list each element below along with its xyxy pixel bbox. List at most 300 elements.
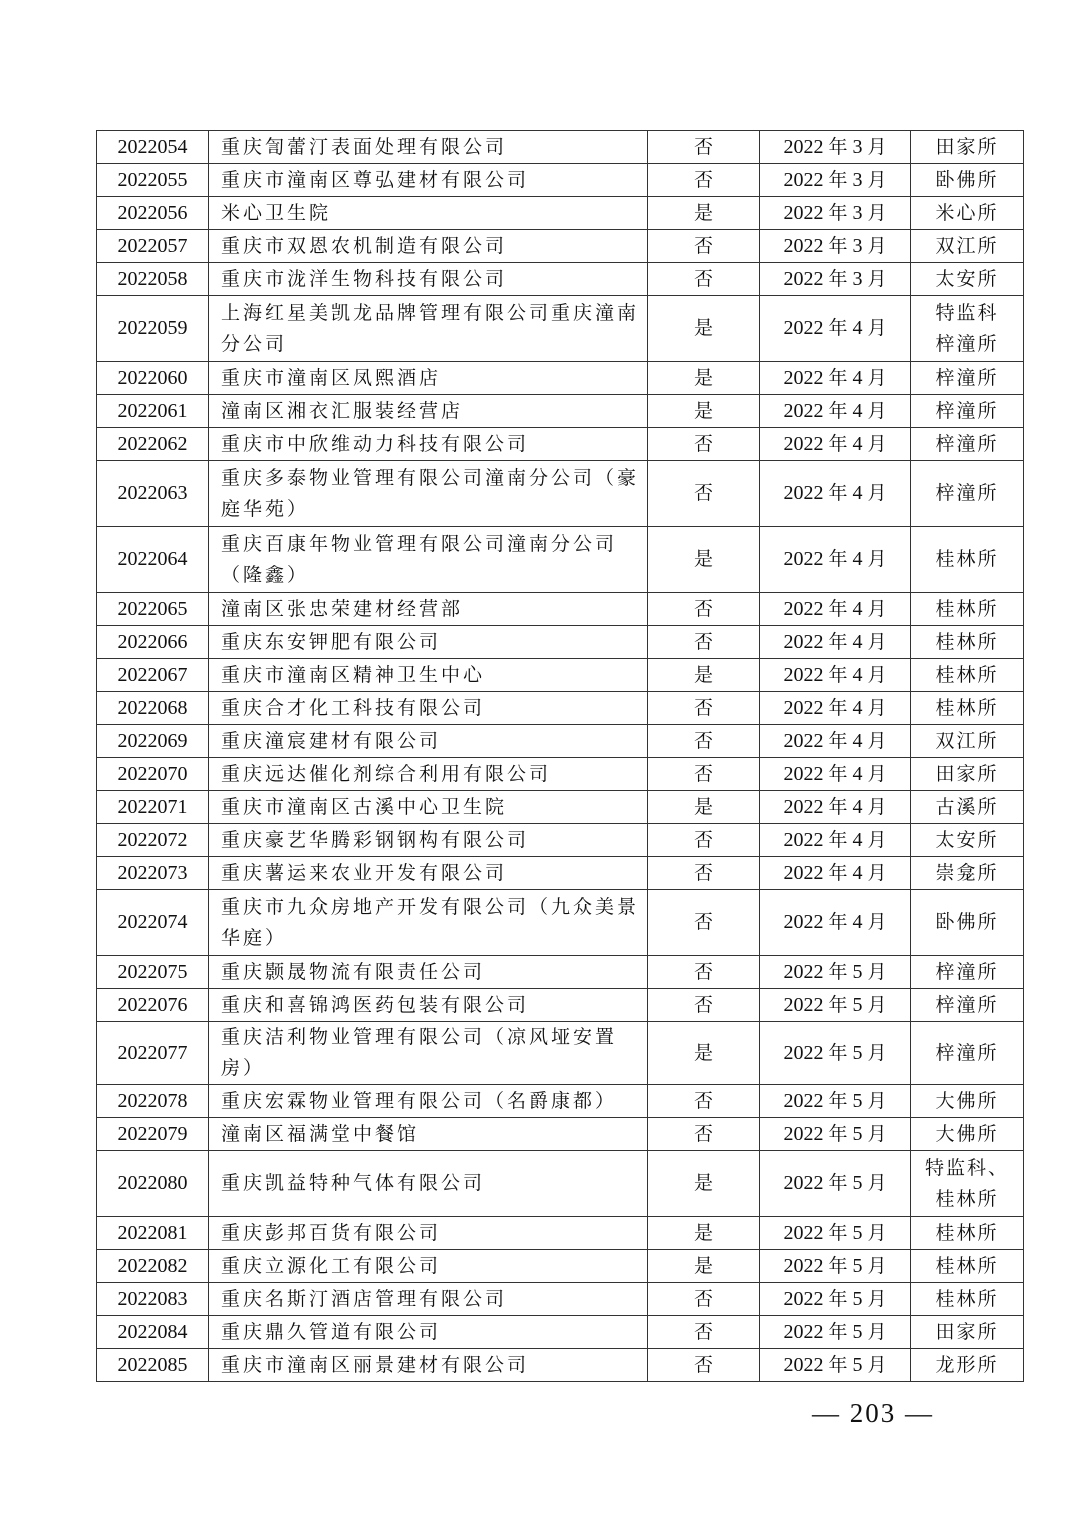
record-date bbox=[760, 395, 911, 428]
date-year: 2022 bbox=[783, 1254, 824, 1277]
record-id: 2022083 bbox=[97, 1283, 209, 1316]
date-month: 5 bbox=[852, 1353, 863, 1376]
date-month-suffix: 月 bbox=[867, 630, 887, 653]
company-name: 重庆潼宸建材有限公司 bbox=[209, 725, 648, 758]
company-name: 米心卫生院 bbox=[209, 197, 648, 230]
record-id: 2022058 bbox=[97, 263, 209, 296]
responsible-unit: 卧佛所 bbox=[911, 890, 1024, 956]
date-month-suffix: 月 bbox=[867, 663, 887, 686]
date-year: 2022 bbox=[783, 861, 824, 884]
record-date bbox=[760, 1151, 911, 1217]
date-month: 3 bbox=[852, 135, 863, 158]
table-row bbox=[97, 197, 1024, 230]
responsible-unit: 桂林所 bbox=[911, 1217, 1024, 1250]
record-id: 2022072 bbox=[97, 824, 209, 857]
key-flag: 是 bbox=[648, 1217, 760, 1250]
company-name: 重庆市潼南区丽景建材有限公司 bbox=[209, 1349, 648, 1382]
date-month: 5 bbox=[852, 1041, 863, 1064]
date-year-suffix: 年 bbox=[828, 1221, 848, 1244]
date-year-suffix: 年 bbox=[828, 696, 848, 719]
company-name: 重庆彭邦百货有限公司 bbox=[209, 1217, 648, 1250]
date-year-suffix: 年 bbox=[828, 993, 848, 1016]
date-year-suffix: 年 bbox=[828, 135, 848, 158]
date-year: 2022 bbox=[783, 1353, 824, 1376]
key-flag: 是 bbox=[648, 1250, 760, 1283]
key-flag: 否 bbox=[648, 626, 760, 659]
date-month: 4 bbox=[852, 729, 863, 752]
date-month: 5 bbox=[852, 1172, 863, 1194]
record-date bbox=[760, 1085, 911, 1118]
responsible-unit: 田家所 bbox=[911, 1316, 1024, 1349]
responsible-unit: 梓潼所 bbox=[911, 989, 1024, 1022]
date-month: 4 bbox=[852, 366, 863, 389]
date-year-suffix: 年 bbox=[828, 861, 848, 884]
record-id: 2022082 bbox=[97, 1250, 209, 1283]
table-row bbox=[97, 824, 1024, 857]
record-id: 2022067 bbox=[97, 659, 209, 692]
date-month: 4 bbox=[852, 548, 863, 570]
record-id: 2022055 bbox=[97, 164, 209, 197]
responsible-unit: 古溪所 bbox=[911, 791, 1024, 824]
date-month-suffix: 月 bbox=[867, 1089, 887, 1112]
date-month: 4 bbox=[852, 696, 863, 719]
key-flag: 否 bbox=[648, 890, 760, 956]
table-row bbox=[97, 296, 1024, 362]
responsible-unit: 桂林所 bbox=[911, 659, 1024, 692]
date-month: 4 bbox=[852, 432, 863, 455]
date-year: 2022 bbox=[783, 1041, 824, 1064]
table-row bbox=[97, 1250, 1024, 1283]
date-year: 2022 bbox=[783, 366, 824, 389]
date-month-suffix: 月 bbox=[867, 201, 887, 224]
date-year: 2022 bbox=[783, 663, 824, 686]
date-month-suffix: 月 bbox=[867, 828, 887, 851]
record-date bbox=[760, 362, 911, 395]
date-month-suffix: 月 bbox=[867, 317, 887, 339]
record-id: 2022066 bbox=[97, 626, 209, 659]
date-month-suffix: 月 bbox=[867, 762, 887, 785]
date-month-suffix: 月 bbox=[867, 597, 887, 620]
key-flag: 否 bbox=[648, 263, 760, 296]
table-row bbox=[97, 1217, 1024, 1250]
key-flag: 是 bbox=[648, 791, 760, 824]
company-name: 重庆市潼南区精神卫生中心 bbox=[209, 659, 648, 692]
record-id: 2022085 bbox=[97, 1349, 209, 1382]
date-year-suffix: 年 bbox=[828, 234, 848, 257]
date-year: 2022 bbox=[783, 729, 824, 752]
date-month-suffix: 月 bbox=[867, 1254, 887, 1277]
responsible-unit: 桂林所 bbox=[911, 1250, 1024, 1283]
date-month: 3 bbox=[852, 234, 863, 257]
record-id: 2022079 bbox=[97, 1118, 209, 1151]
responsible-unit: 桂林所 bbox=[911, 692, 1024, 725]
record-date bbox=[760, 956, 911, 989]
table-body bbox=[97, 131, 1024, 1382]
date-year: 2022 bbox=[783, 267, 824, 290]
date-month-suffix: 月 bbox=[867, 399, 887, 422]
table-row bbox=[97, 1085, 1024, 1118]
key-flag: 否 bbox=[648, 1283, 760, 1316]
date-month: 4 bbox=[852, 795, 863, 818]
record-date bbox=[760, 461, 911, 527]
record-date bbox=[760, 989, 911, 1022]
record-id: 2022081 bbox=[97, 1217, 209, 1250]
date-month-suffix: 月 bbox=[867, 135, 887, 158]
record-id: 2022054 bbox=[97, 131, 209, 164]
table-row bbox=[97, 164, 1024, 197]
company-name: 重庆豪艺华腾彩钢钢构有限公司 bbox=[209, 824, 648, 857]
date-year-suffix: 年 bbox=[828, 482, 848, 504]
date-month: 3 bbox=[852, 267, 863, 290]
date-month: 4 bbox=[852, 597, 863, 620]
date-year-suffix: 年 bbox=[828, 399, 848, 422]
key-flag: 否 bbox=[648, 593, 760, 626]
date-year: 2022 bbox=[783, 135, 824, 158]
date-month-suffix: 月 bbox=[867, 1353, 887, 1376]
record-id: 2022074 bbox=[97, 890, 209, 956]
table-row bbox=[97, 956, 1024, 989]
responsible-unit: 桂林所 bbox=[911, 593, 1024, 626]
record-date bbox=[760, 296, 911, 362]
record-date bbox=[760, 1217, 911, 1250]
record-date bbox=[760, 626, 911, 659]
record-id: 2022073 bbox=[97, 857, 209, 890]
record-id: 2022084 bbox=[97, 1316, 209, 1349]
date-month: 5 bbox=[852, 1221, 863, 1244]
date-month-suffix: 月 bbox=[867, 168, 887, 191]
company-name: 重庆市泷洋生物科技有限公司 bbox=[209, 263, 648, 296]
responsible-unit: 桂林所 bbox=[911, 626, 1024, 659]
date-year: 2022 bbox=[783, 1221, 824, 1244]
record-date bbox=[760, 824, 911, 857]
responsible-unit: 梓潼所 bbox=[911, 362, 1024, 395]
date-year-suffix: 年 bbox=[828, 1041, 848, 1064]
date-month-suffix: 月 bbox=[867, 548, 887, 570]
date-year-suffix: 年 bbox=[828, 548, 848, 570]
company-name: 重庆颢晟物流有限责任公司 bbox=[209, 956, 648, 989]
table-row bbox=[97, 527, 1024, 593]
company-name: 重庆薯运来农业开发有限公司 bbox=[209, 857, 648, 890]
company-name: 重庆訇蕾汀表面处理有限公司 bbox=[209, 131, 648, 164]
record-date bbox=[760, 527, 911, 593]
record-date bbox=[760, 725, 911, 758]
table-row bbox=[97, 1118, 1024, 1151]
key-flag: 否 bbox=[648, 230, 760, 263]
record-id: 2022078 bbox=[97, 1085, 209, 1118]
key-flag: 是 bbox=[648, 1022, 760, 1085]
date-month-suffix: 月 bbox=[867, 432, 887, 455]
date-year: 2022 bbox=[783, 317, 824, 339]
date-month-suffix: 月 bbox=[867, 795, 887, 818]
date-year-suffix: 年 bbox=[828, 762, 848, 785]
key-flag: 否 bbox=[648, 692, 760, 725]
responsible-unit: 特监科、 桂林所 bbox=[911, 1151, 1024, 1217]
date-year-suffix: 年 bbox=[828, 1089, 848, 1112]
date-year-suffix: 年 bbox=[828, 201, 848, 224]
key-flag: 否 bbox=[648, 758, 760, 791]
date-month: 4 bbox=[852, 399, 863, 422]
date-month: 5 bbox=[852, 1287, 863, 1310]
table-row bbox=[97, 131, 1024, 164]
date-month-suffix: 月 bbox=[867, 267, 887, 290]
responsible-unit: 太安所 bbox=[911, 263, 1024, 296]
responsible-unit: 田家所 bbox=[911, 758, 1024, 791]
table-row bbox=[97, 626, 1024, 659]
key-flag: 否 bbox=[648, 725, 760, 758]
table-row bbox=[97, 692, 1024, 725]
date-year: 2022 bbox=[783, 795, 824, 818]
key-flag: 否 bbox=[648, 956, 760, 989]
record-date bbox=[760, 593, 911, 626]
company-name: 潼南区张忠荣建材经营部 bbox=[209, 593, 648, 626]
date-month: 4 bbox=[852, 911, 863, 933]
date-year: 2022 bbox=[783, 234, 824, 257]
date-year-suffix: 年 bbox=[828, 729, 848, 752]
table-row bbox=[97, 659, 1024, 692]
date-year: 2022 bbox=[783, 696, 824, 719]
date-year-suffix: 年 bbox=[828, 630, 848, 653]
key-flag: 否 bbox=[648, 989, 760, 1022]
key-flag: 否 bbox=[648, 824, 760, 857]
company-name: 重庆合才化工科技有限公司 bbox=[209, 692, 648, 725]
date-year: 2022 bbox=[783, 168, 824, 191]
date-year: 2022 bbox=[783, 201, 824, 224]
date-year-suffix: 年 bbox=[828, 911, 848, 933]
date-month-suffix: 月 bbox=[867, 234, 887, 257]
date-year: 2022 bbox=[783, 993, 824, 1016]
date-month: 5 bbox=[852, 993, 863, 1016]
date-year-suffix: 年 bbox=[828, 960, 848, 983]
record-date bbox=[760, 1118, 911, 1151]
key-flag: 否 bbox=[648, 857, 760, 890]
record-date bbox=[760, 890, 911, 956]
date-year: 2022 bbox=[783, 762, 824, 785]
date-year-suffix: 年 bbox=[828, 1172, 848, 1194]
table-row bbox=[97, 1316, 1024, 1349]
date-year: 2022 bbox=[783, 399, 824, 422]
date-year: 2022 bbox=[783, 597, 824, 620]
date-month-suffix: 月 bbox=[867, 861, 887, 884]
date-month-suffix: 月 bbox=[867, 1320, 887, 1343]
responsible-unit: 梓潼所 bbox=[911, 395, 1024, 428]
key-flag: 否 bbox=[648, 461, 760, 527]
record-id: 2022061 bbox=[97, 395, 209, 428]
date-year-suffix: 年 bbox=[828, 1122, 848, 1145]
responsible-unit: 双江所 bbox=[911, 725, 1024, 758]
date-month-suffix: 月 bbox=[867, 1172, 887, 1194]
date-year-suffix: 年 bbox=[828, 663, 848, 686]
responsible-unit: 双江所 bbox=[911, 230, 1024, 263]
date-month: 5 bbox=[852, 1254, 863, 1277]
date-month: 4 bbox=[852, 663, 863, 686]
date-year: 2022 bbox=[783, 960, 824, 983]
date-month: 4 bbox=[852, 317, 863, 339]
date-year: 2022 bbox=[783, 630, 824, 653]
company-name: 重庆市双恩农机制造有限公司 bbox=[209, 230, 648, 263]
date-month-suffix: 月 bbox=[867, 960, 887, 983]
responsible-unit: 桂林所 bbox=[911, 527, 1024, 593]
record-id: 2022065 bbox=[97, 593, 209, 626]
date-year-suffix: 年 bbox=[828, 168, 848, 191]
responsible-unit: 崇龛所 bbox=[911, 857, 1024, 890]
table-row bbox=[97, 362, 1024, 395]
date-year-suffix: 年 bbox=[828, 597, 848, 620]
responsible-unit: 梓潼所 bbox=[911, 461, 1024, 527]
key-flag: 是 bbox=[648, 362, 760, 395]
table-row bbox=[97, 989, 1024, 1022]
date-month-suffix: 月 bbox=[867, 1221, 887, 1244]
date-month: 5 bbox=[852, 960, 863, 983]
company-name: 重庆多泰物业管理有限公司潼南分公司（豪庭华苑） bbox=[209, 461, 648, 527]
key-flag: 是 bbox=[648, 197, 760, 230]
responsible-unit: 大佛所 bbox=[911, 1085, 1024, 1118]
key-flag: 否 bbox=[648, 1316, 760, 1349]
date-year: 2022 bbox=[783, 1320, 824, 1343]
date-month: 5 bbox=[852, 1122, 863, 1145]
enterprise-table bbox=[96, 130, 1024, 1382]
date-year-suffix: 年 bbox=[828, 828, 848, 851]
record-id: 2022062 bbox=[97, 428, 209, 461]
table-row bbox=[97, 263, 1024, 296]
date-month-suffix: 月 bbox=[867, 1122, 887, 1145]
key-flag: 否 bbox=[648, 1349, 760, 1382]
record-id: 2022070 bbox=[97, 758, 209, 791]
record-date bbox=[760, 1250, 911, 1283]
key-flag: 是 bbox=[648, 1151, 760, 1217]
table-row bbox=[97, 593, 1024, 626]
record-date bbox=[760, 857, 911, 890]
date-month: 3 bbox=[852, 201, 863, 224]
table-row bbox=[97, 725, 1024, 758]
company-name: 重庆凯益特种气体有限公司 bbox=[209, 1151, 648, 1217]
table-row bbox=[97, 1349, 1024, 1382]
responsible-unit: 大佛所 bbox=[911, 1118, 1024, 1151]
table-row bbox=[97, 758, 1024, 791]
record-date bbox=[760, 758, 911, 791]
date-month-suffix: 月 bbox=[867, 482, 887, 504]
date-month-suffix: 月 bbox=[867, 1287, 887, 1310]
record-date bbox=[760, 659, 911, 692]
responsible-unit: 太安所 bbox=[911, 824, 1024, 857]
company-name: 重庆洁利物业管理有限公司（凉风垭安置房） bbox=[209, 1022, 648, 1085]
date-year-suffix: 年 bbox=[828, 1287, 848, 1310]
date-month: 4 bbox=[852, 762, 863, 785]
company-name: 重庆宏霖物业管理有限公司（名爵康都） bbox=[209, 1085, 648, 1118]
responsible-unit: 田家所 bbox=[911, 131, 1024, 164]
record-date bbox=[760, 263, 911, 296]
key-flag: 是 bbox=[648, 296, 760, 362]
record-id: 2022075 bbox=[97, 956, 209, 989]
record-id: 2022056 bbox=[97, 197, 209, 230]
date-year: 2022 bbox=[783, 1172, 824, 1194]
date-year: 2022 bbox=[783, 1122, 824, 1145]
table-row bbox=[97, 428, 1024, 461]
key-flag: 否 bbox=[648, 1118, 760, 1151]
record-id: 2022071 bbox=[97, 791, 209, 824]
date-year: 2022 bbox=[783, 828, 824, 851]
record-id: 2022069 bbox=[97, 725, 209, 758]
key-flag: 是 bbox=[648, 395, 760, 428]
company-name: 重庆市潼南区凤熙酒店 bbox=[209, 362, 648, 395]
record-id: 2022059 bbox=[97, 296, 209, 362]
record-id: 2022077 bbox=[97, 1022, 209, 1085]
responsible-unit: 梓潼所 bbox=[911, 1022, 1024, 1085]
record-date bbox=[760, 230, 911, 263]
record-date bbox=[760, 692, 911, 725]
responsible-unit: 桂林所 bbox=[911, 1283, 1024, 1316]
record-date bbox=[760, 131, 911, 164]
table-row bbox=[97, 1022, 1024, 1085]
date-month: 4 bbox=[852, 861, 863, 884]
date-month-suffix: 月 bbox=[867, 993, 887, 1016]
date-month: 4 bbox=[852, 482, 863, 504]
date-year-suffix: 年 bbox=[828, 1353, 848, 1376]
company-name: 重庆立源化工有限公司 bbox=[209, 1250, 648, 1283]
table-row bbox=[97, 890, 1024, 956]
record-id: 2022068 bbox=[97, 692, 209, 725]
date-year: 2022 bbox=[783, 1287, 824, 1310]
table-row bbox=[97, 791, 1024, 824]
date-year-suffix: 年 bbox=[828, 432, 848, 455]
company-name: 重庆市潼南区古溪中心卫生院 bbox=[209, 791, 648, 824]
responsible-unit: 卧佛所 bbox=[911, 164, 1024, 197]
record-date bbox=[760, 1022, 911, 1085]
company-name: 重庆远达催化剂综合利用有限公司 bbox=[209, 758, 648, 791]
responsible-unit: 米心所 bbox=[911, 197, 1024, 230]
key-flag: 否 bbox=[648, 164, 760, 197]
page-number: — 203 — bbox=[812, 1398, 934, 1428]
company-name: 重庆市潼南区尊弘建材有限公司 bbox=[209, 164, 648, 197]
date-month: 4 bbox=[852, 630, 863, 653]
company-name: 潼南区福满堂中餐馆 bbox=[209, 1118, 648, 1151]
key-flag: 是 bbox=[648, 527, 760, 593]
record-id: 2022064 bbox=[97, 527, 209, 593]
date-year: 2022 bbox=[783, 432, 824, 455]
company-name: 重庆市中欣维动力科技有限公司 bbox=[209, 428, 648, 461]
record-id: 2022063 bbox=[97, 461, 209, 527]
record-date bbox=[760, 197, 911, 230]
record-date bbox=[760, 428, 911, 461]
table-row bbox=[97, 1283, 1024, 1316]
record-id: 2022060 bbox=[97, 362, 209, 395]
key-flag: 否 bbox=[648, 1085, 760, 1118]
company-name: 重庆和喜锦鸿医药包装有限公司 bbox=[209, 989, 648, 1022]
date-year-suffix: 年 bbox=[828, 1320, 848, 1343]
table-row bbox=[97, 395, 1024, 428]
date-year-suffix: 年 bbox=[828, 267, 848, 290]
key-flag: 否 bbox=[648, 131, 760, 164]
record-id: 2022076 bbox=[97, 989, 209, 1022]
record-date bbox=[760, 1283, 911, 1316]
date-year-suffix: 年 bbox=[828, 795, 848, 818]
record-date bbox=[760, 164, 911, 197]
date-month-suffix: 月 bbox=[867, 366, 887, 389]
company-name: 重庆东安钾肥有限公司 bbox=[209, 626, 648, 659]
company-name: 潼南区湘衣汇服装经营店 bbox=[209, 395, 648, 428]
key-flag: 否 bbox=[648, 428, 760, 461]
record-id: 2022057 bbox=[97, 230, 209, 263]
record-date bbox=[760, 1316, 911, 1349]
company-name: 重庆市九众房地产开发有限公司（九众美景华庭） bbox=[209, 890, 648, 956]
company-name: 重庆名斯汀酒店管理有限公司 bbox=[209, 1283, 648, 1316]
date-month: 4 bbox=[852, 828, 863, 851]
responsible-unit: 特监科 梓潼所 bbox=[911, 296, 1024, 362]
responsible-unit: 梓潼所 bbox=[911, 956, 1024, 989]
table-row bbox=[97, 461, 1024, 527]
date-year-suffix: 年 bbox=[828, 317, 848, 339]
date-month: 3 bbox=[852, 168, 863, 191]
record-id: 2022080 bbox=[97, 1151, 209, 1217]
